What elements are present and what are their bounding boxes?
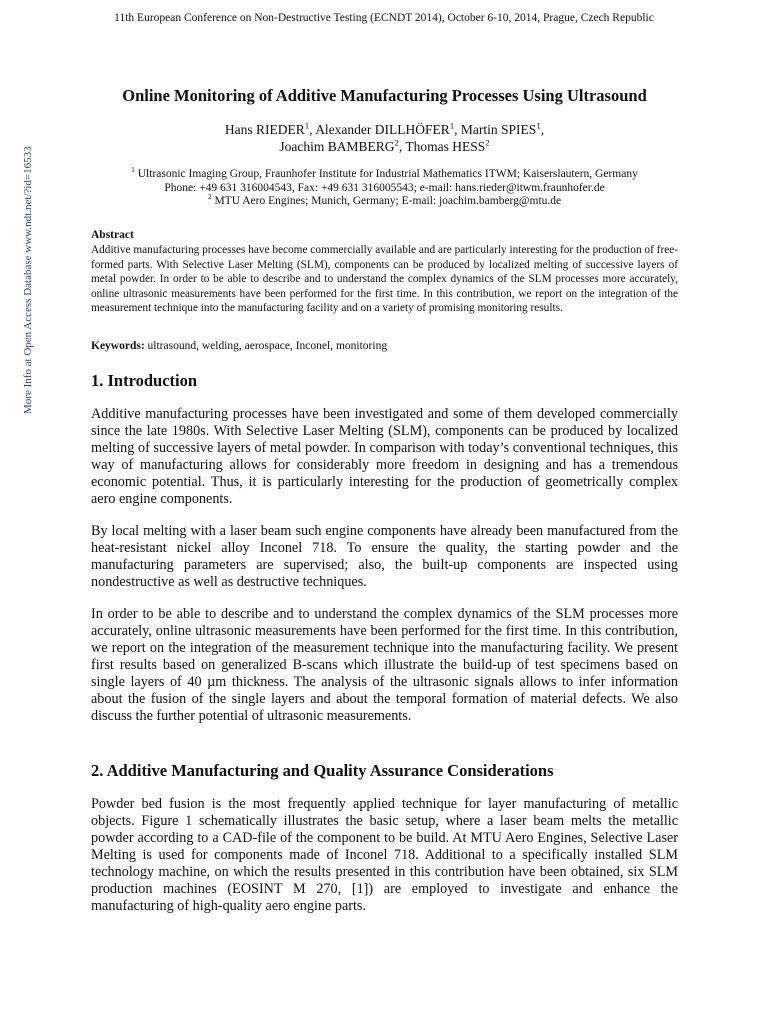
- author-affiliation-mark: 2: [485, 137, 490, 148]
- abstract-text: Additive manufacturing processes have become commercially available and are particularly interesting for the production of free-formed parts. With Selective Laser Melting (SLM), components can be produced by localized melting of successive layers of metal powder. In order to be able to describe and to understand the complex dynamics of the SLM processes more accurately, online ultrasonic measurements have been performed for the first time. In this contribution, we report on the integration of the measurement technique into the manufacturing facility and on a variety of promising monitoring results.: [91, 244, 678, 314]
- author-affiliation-mark: 1: [304, 120, 310, 131]
- section-heading-introduction: 1. Introduction: [91, 371, 198, 390]
- author-list: Hans RIEDER$^1$, Alexander DILLHÖFER$^1$, Martin SPIES$^1$, Joachim BAMBERG$^2$, Thomas HESS$^2$: [224, 120, 545, 154]
- section-heading-additive-manufacturing: 2. Additive Manufacturing and Quality Assurance Considerations: [91, 761, 554, 780]
- affiliation-1-contact: Phone: +49 631 316004543, Fax: +49 631 316005543; e-mail: hans.rieder@itwm.fraunhofer.de: [164, 181, 605, 194]
- affiliation-mark: 2: [207, 192, 212, 202]
- affiliation-1: [91, 165, 678, 182]
- keywords-label: Keywords:: [91, 340, 145, 352]
- author-affiliation-mark: 1: [536, 120, 541, 131]
- author-affiliation-mark: 2: [394, 137, 399, 148]
- affiliation-text: Ultrasonic Imaging Group, Fraunhofer Institute for Industrial Mathematics ITWM; Kaiserslautern, Germany: [137, 168, 638, 180]
- author-name: Alexander DILLHÖFER: [315, 122, 450, 137]
- intro-paragraph: By local melting with a laser beam such engine components have already been manufactured from the heat-resistant nickel alloy Inconel 718. To ensure the quality, the starting powder and the manufacturing parameters are supervised; also, the built-up components are inspected using nondestructive as well as destructive techniques.: [91, 523, 678, 590]
- open-access-link[interactable]: More Info at Open Access Database www.ndt.net/?id=16533: [22, 146, 34, 414]
- keywords-text: ultrasound, welding, aerospace, Inconel, monitoring: [147, 340, 388, 352]
- author-name: Hans RIEDER: [224, 122, 305, 137]
- intro-paragraph: Additive manufacturing processes have been investigated and some of them developed commercially since the late 1980s. With Selective Laser Melting (SLM), components can be produced by localized melting of successive layers of metal powder. In comparison with today’s conventional techniques, this way of manufacturing allows for considerably more freedom in designing and has a tremendous economic potential. Thus, it is particularly interesting for the production of geometrically complex aero engine components.: [91, 406, 678, 507]
- keywords: [91, 340, 678, 352]
- author-affiliation-mark: 1: [449, 120, 455, 131]
- paper-title: Online Monitoring of Additive Manufacturing Processes Using Ultrasound: [122, 86, 647, 105]
- conference-header: 11th European Conference on Non-Destructive Testing (ECNDT 2014), October 6-10, 2014, Prague, Czech Republic: [114, 12, 654, 24]
- author-name: Joachim BAMBERG: [279, 139, 395, 154]
- abstract-heading: Abstract: [91, 229, 134, 241]
- author-name: Martin SPIES: [460, 122, 537, 137]
- affiliations: [91, 165, 678, 209]
- affiliation-mark: 1: [131, 165, 135, 175]
- affiliation-text: MTU Aero Engines; Munich, Germany; E-mail: joachim.bamberg@mtu.de: [214, 195, 562, 207]
- section2-paragraph: Powder bed fusion is the most frequently applied technique for layer manufacturing of metallic objects. Figure 1 schematically illustrates the basic setup, where a laser beam melts the metallic powder according to a CAD-file of the component to be build. At MTU Aero Engines, Selective Laser Melting is used for components made of Inconel 718. Additional to a specifically installed SLM technology machine, on which the results presented in this contribution have been obtained, six SLM production machines (EOSINT M 270, [1]) are employed to investigate and enhance the manufacturing of high-quality aero engine parts.: [91, 796, 678, 914]
- intro-paragraph: In order to be able to describe and to understand the complex dynamics of the SLM processes more accurately, online ultrasonic measurements have been performed for the first time. In this contribution, we report on the integration of the measurement technique into the manufacturing facility. We present first results based on generalized B-scans which illustrate the build-up of test specimens based on single layers of 40 µm thickness. The analysis of the ultrasonic signals allows to infer information about the fusion of the single layers and about the temporal formation of material defects. We also discuss the further potential of ultrasonic measurements.: [91, 606, 678, 724]
- author-name: Thomas HESS: [405, 139, 486, 154]
- affiliation-2: [91, 192, 678, 209]
